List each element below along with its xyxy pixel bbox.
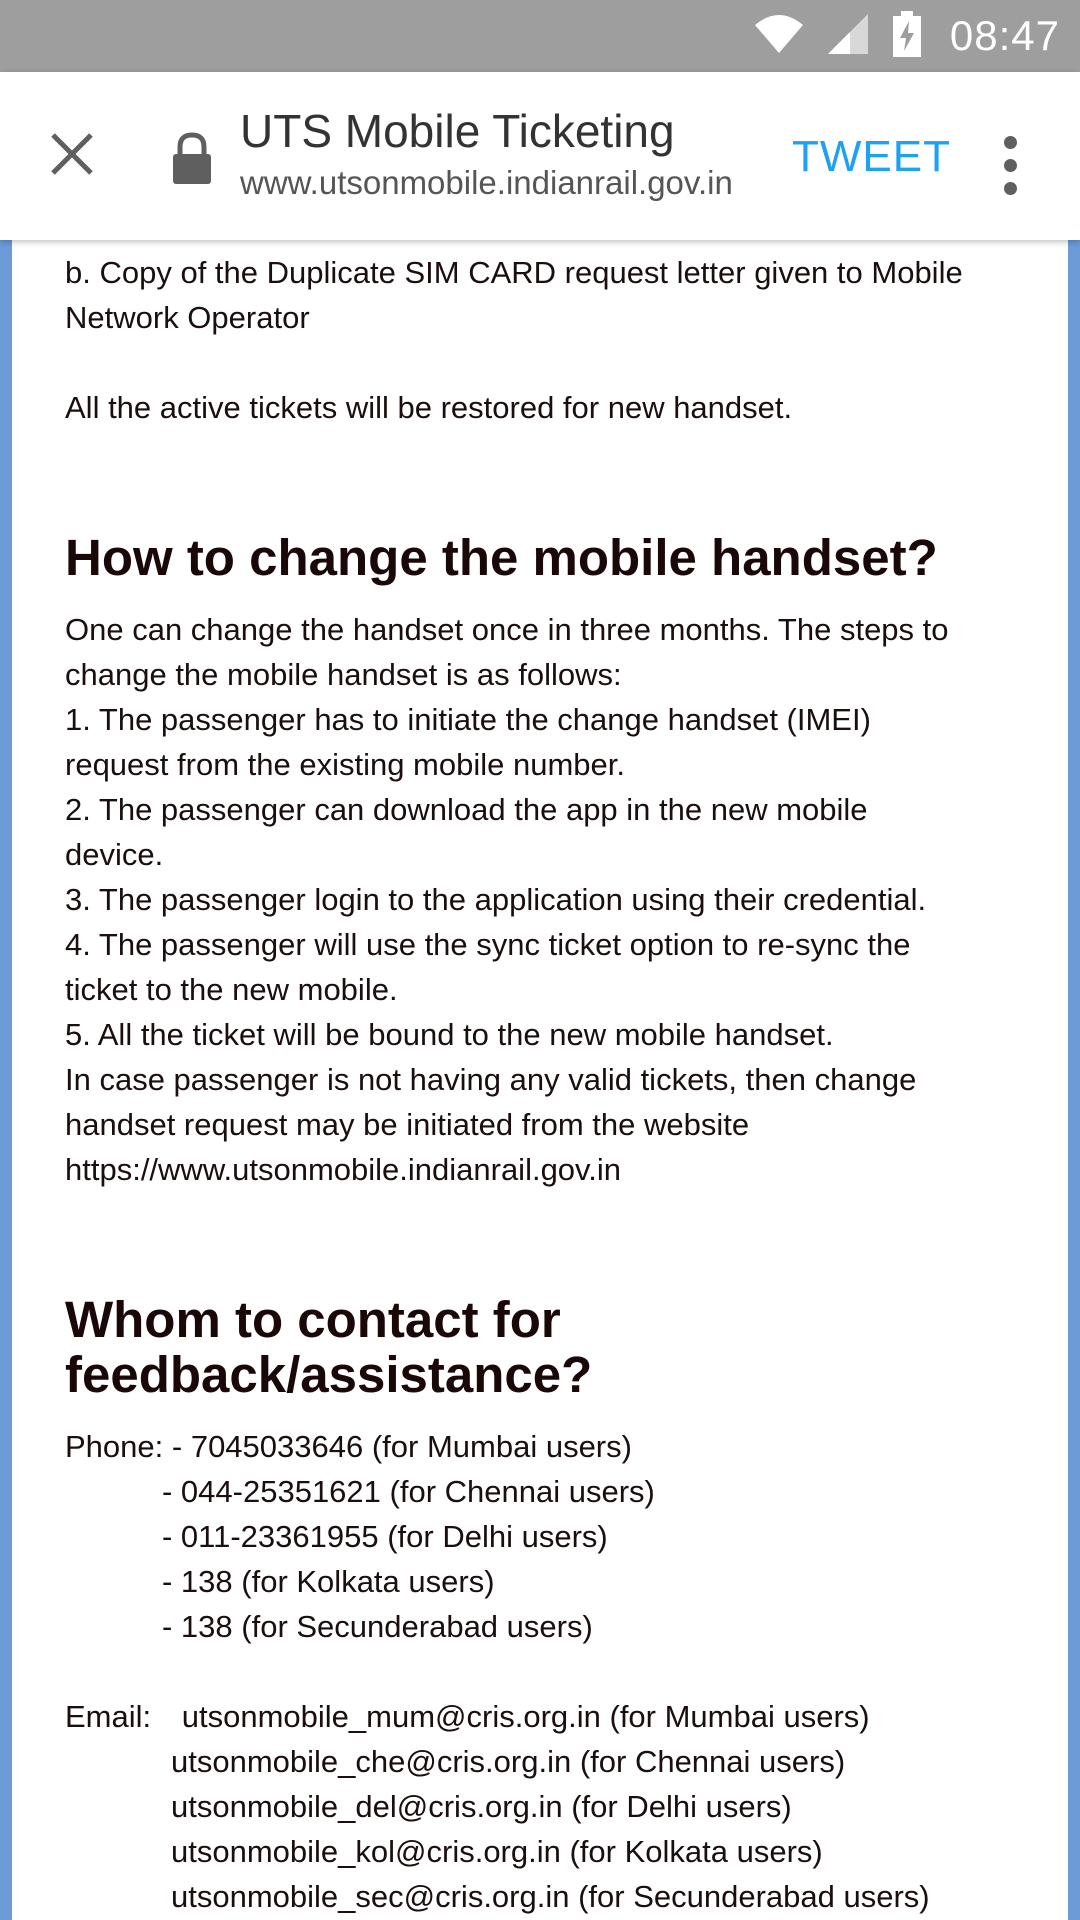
email-row <box>65 1694 1025 1739</box>
step-line: 4. The passenger will use the sync ticket option to re-sync the <box>65 927 911 962</box>
section-heading-handset: How to change the mobile handset? <box>65 529 938 586</box>
email-address[interactable]: utsonmobile_del@cris.org.in (for Delhi users) <box>171 1789 792 1824</box>
phone-number[interactable]: - 7045033646 (for Mumbai users) <box>171 1429 632 1464</box>
email-address[interactable]: utsonmobile_kol@cris.org.in (for Kolkata users) <box>171 1834 823 1869</box>
paragraph-line: b. Copy of the Duplicate SIM CARD request letter given to Mobile <box>65 255 963 290</box>
step-line: 3. The passenger login to the application using their credential. <box>65 882 927 917</box>
more-options-button[interactable] <box>990 136 1030 206</box>
email-label: Email: <box>65 1699 152 1734</box>
step-line: request from the existing mobile number. <box>65 747 625 782</box>
web-content[interactable] <box>12 240 1068 1920</box>
email-address[interactable]: utsonmobile_che@cris.org.in (for Chennai users) <box>171 1744 846 1779</box>
step-line: ticket to the new mobile. <box>65 972 398 1007</box>
lock-icon <box>170 132 214 186</box>
step-line: device. <box>65 837 164 872</box>
status-time: 08:47 <box>949 12 1060 59</box>
step-line: 2. The passenger can download the app in the new mobile <box>65 792 868 827</box>
phone-row <box>65 1424 1025 1469</box>
restore-note: All the active tickets will be restored for new handset. <box>65 390 793 425</box>
heading-line: Whom to contact for <box>65 1291 561 1348</box>
close-button[interactable] <box>40 124 104 188</box>
spacer <box>65 585 1025 607</box>
spacer <box>65 1402 1025 1424</box>
more-vertical-icon-dot <box>1004 159 1017 172</box>
battery-charging-icon <box>892 11 922 62</box>
website-link[interactable]: https://www.utsonmobile.indianrail.gov.in <box>65 1152 621 1187</box>
close-icon <box>50 132 94 181</box>
email-address[interactable]: utsonmobile_sec@cris.org.in (for Secunderabad users) <box>171 1879 930 1914</box>
paragraph-line: handset request may be initiated from the website <box>65 1107 750 1142</box>
heading-line: feedback/assistance? <box>65 1346 593 1403</box>
article-body <box>65 250 1025 1919</box>
spacer <box>65 1192 1025 1292</box>
section-heading-contact <box>65 1292 1025 1402</box>
status-icons <box>754 0 1060 72</box>
paragraph-line: In case passenger is not having any valid tickets, then change <box>65 1062 917 1097</box>
tweet-button[interactable]: TWEET <box>792 132 951 181</box>
page-url: www.utsonmobile.indianrail.gov.in <box>240 164 733 201</box>
paragraph-line: change the mobile handset is as follows: <box>65 657 622 692</box>
spacer <box>65 340 1025 385</box>
phone-number[interactable]: - 138 (for Secunderabad users) <box>162 1609 593 1644</box>
status-bar <box>0 0 1080 72</box>
step-line: 1. The passenger has to initiate the change handset (IMEI) <box>65 702 871 737</box>
step-line: 5. All the ticket will be bound to the new mobile handset. <box>65 1017 834 1052</box>
paragraph-line: One can change the handset once in three months. The steps to <box>65 612 949 647</box>
content-frame <box>0 240 1080 1920</box>
browser-toolbar <box>0 72 1080 240</box>
spacer <box>65 1649 1025 1694</box>
phone-number[interactable]: - 138 (for Kolkata users) <box>162 1564 495 1599</box>
more-vertical-icon-dot <box>1004 182 1017 195</box>
more-vertical-icon <box>1004 136 1017 149</box>
spacer <box>65 430 1025 530</box>
email-address[interactable]: utsonmobile_mum@cris.org.in (for Mumbai users) <box>181 1699 870 1734</box>
phone-number[interactable]: - 044-25351621 (for Chennai users) <box>162 1474 655 1509</box>
cell-signal-icon <box>826 12 870 61</box>
phone-label: Phone: <box>65 1429 164 1464</box>
title-block <box>240 102 750 206</box>
page-title: UTS Mobile Ticketing <box>240 105 675 157</box>
phone-number[interactable]: - 011-23361955 (for Delhi users) <box>162 1519 608 1554</box>
paragraph-line: Network Operator <box>65 300 310 335</box>
wifi-icon <box>754 13 804 60</box>
